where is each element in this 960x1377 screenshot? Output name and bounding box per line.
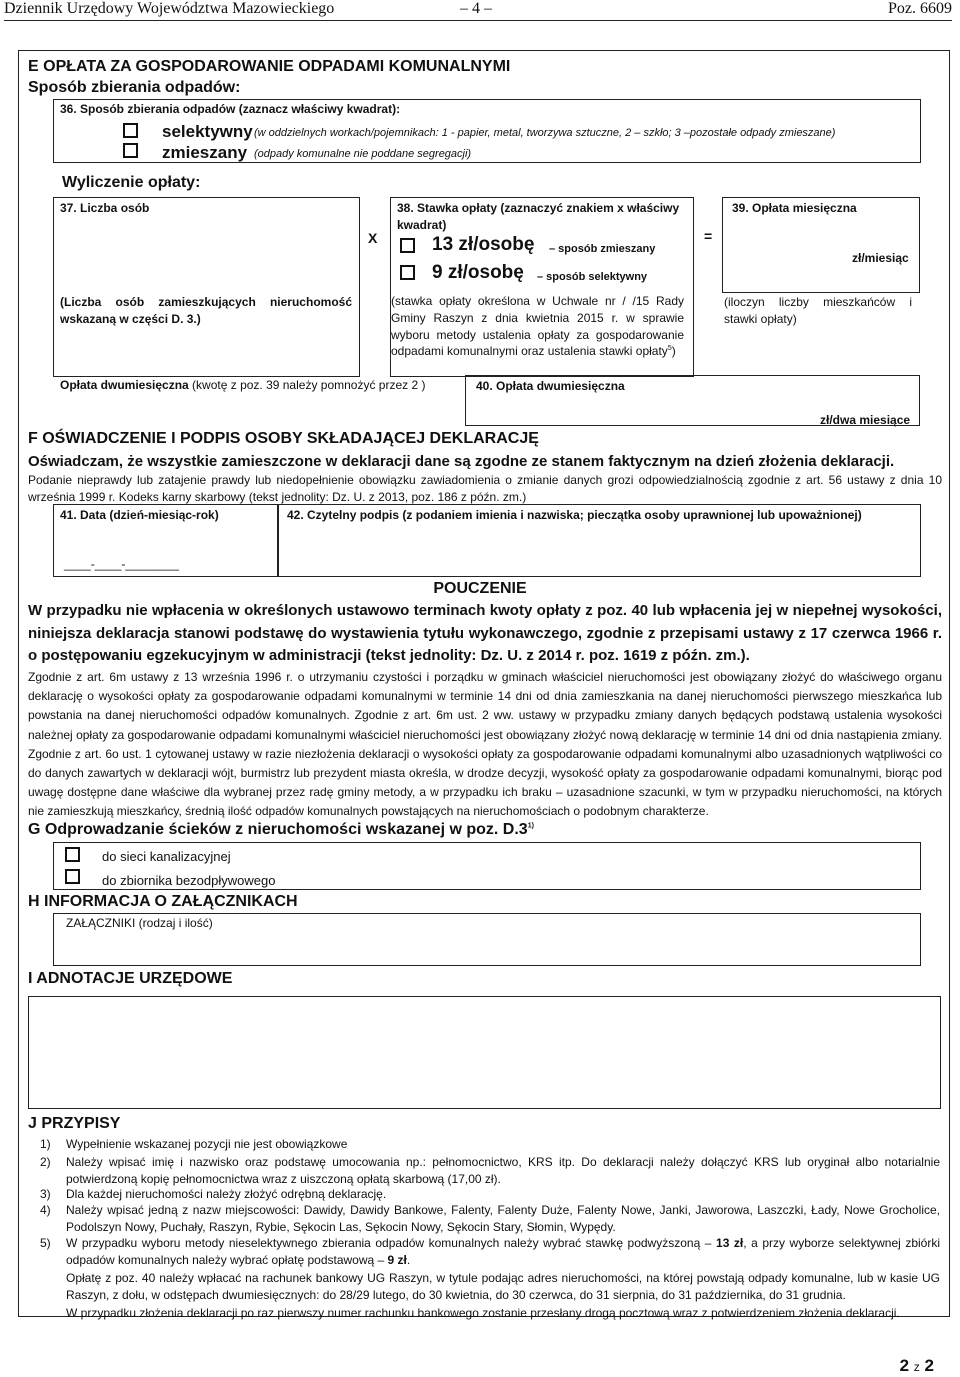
footer-page: 2: [899, 1356, 910, 1375]
rate-13-label: 13 zł/osobę: [432, 234, 535, 255]
checkbox-rate-9[interactable]: [400, 265, 415, 280]
section-f-warning: Podanie nieprawdy lub zatajenie prawdy lub niedopełnienie obowiązku zawiadomienia o zmianie danych grozi odpowiedzialnością zgodnie z art. 56 ustawy z dnia 10 września 1999 r. Kodeks karny skarbowy (tekst jednolity: Dz. U. z 2013, poz. 186 z późn. zm.): [28, 473, 942, 505]
field-39-label: 39. Opłata miesięczna: [732, 201, 857, 215]
note-text: Należy wpisać imię i nazwisko oraz podstawę umocowania np.: pełnomocnictwo, KRS itp. Do deklaracji należy dołączyć KRS lub oryginał albo notarialnie potwierdzoną kopię pełnomocnictwa wraz z uiszczoną opłatą skarbową (17,00 zł).: [66, 1155, 940, 1187]
section-h-title: H INFORMACJA O ZAŁĄCZNIKACH: [28, 893, 298, 910]
option-sewer-label: do sieci kanalizacyjnej: [102, 849, 231, 864]
page-number: – 4 –: [460, 0, 492, 17]
field-40-label: 40. Opłata dwumiesięczna: [476, 379, 625, 393]
official-notes-box: [28, 996, 941, 1109]
note-text: Dla każdej nieruchomości należy złożyć odrębną deklarację.: [66, 1187, 387, 1201]
note-number: 2): [40, 1155, 51, 1169]
note-number: 5): [40, 1236, 51, 1250]
footer-of: z: [913, 1360, 920, 1374]
section-i-title: I ADNOTACJE URZĘDOWE: [28, 970, 233, 987]
note-4: [40, 1202, 940, 1237]
note-number: 4): [40, 1203, 51, 1217]
field-36-label: 36. Sposób zbierania odpadów (zaznacz właściwy kwadrat):: [60, 102, 401, 116]
rate-9-label: 9 zł/osobę: [432, 262, 524, 283]
pouczenie-bold-text: W przypadku nie wpłacenia w określonych ustawowo terminach kwoty opłaty z poz. 40 lub wpłacenia jej w niepełnej wysokości, niniejsza deklaracja stanowi podstawę do wystawienia tytułu wykonawczego, zgodnie z przepisami ustawy z 17 czerwca 1966 r. o postępowaniu egzekucyjnym w administracji (tekst jednolity: Dz. U. z 2014 r. poz. 1619 z późn. zm.).: [28, 602, 942, 664]
journal-name: Dziennik Urzędowy Województwa Mazowieckiego: [4, 0, 335, 17]
note-number: 3): [40, 1187, 51, 1201]
field-42-label: 42. Czytelny podpis (z podaniem imienia i nazwiska; pieczątka osoby uprawnionej lub upoważnionej): [287, 508, 862, 522]
checkbox-tank[interactable]: [65, 869, 80, 884]
running-header: [4, 0, 952, 20]
note-5-payment-text: Opłatę z poz. 40 należy wpłacać na rachunek bankowy UG Raszyn, w tytule podając adres nieruchomości, na której powstają odpady komunalne, lub w kasie UG Raszyn, z dołu, w odstępach dwumiesięcznych: do 28/29 lutego, do 30 kwietnia, do 30 czerwca, do 31 sierpnia, do 31 października, do 31 grudnia.: [66, 1270, 940, 1303]
field-41-label: 41. Data (dzień-miesiąc-rok): [60, 508, 219, 522]
multiply-sign: X: [368, 230, 378, 246]
note-5-text: W przypadku wyboru metody nieselektywnego zbierania odpadów komunalnych należy wybrać stawkę podwyższoną – 13 zł, a przy wyborze selektywnej zbiórki odpadów komunalnych należy wybrać opłatę podstawową – 9 zł.: [66, 1236, 941, 1268]
checkbox-selektywny[interactable]: [123, 123, 138, 138]
rate-9-note: – sposób selektywny: [537, 271, 648, 283]
option-zmieszany-label: zmieszany: [162, 143, 248, 162]
field-40-unit: zł/dwa miesiące: [820, 413, 911, 427]
note-5: [40, 1235, 940, 1322]
header-rule: [4, 20, 952, 21]
date-blank: ____-____-________: [64, 557, 179, 571]
option-selektywny-desc: (w oddzielnych workach/pojemnikach: 1 - papier, metal, tworzywa sztuczne, 2 – szkło; 3 –pozostałe odpady zmieszane): [254, 127, 836, 139]
position-number: Poz. 6609: [888, 0, 952, 17]
section-f-statement: Oświadczam, że wszystkie zamieszczone w deklaracji dane są zgodne ze stanem faktycznym na dzień złożenia deklaracji.: [28, 453, 895, 470]
pouczenie-body: Zgodnie z art. 6m ustawy z 13 września 1996 r. o utrzymaniu czystości i porządku w gminach właściciel nieruchomości jest obowiązany złożyć do właściwego organu deklarację o wysokości opłaty za gospodarowanie odpadami komunalnymi w terminie 14 dni od dnia zamieszkania na danej nieruchomości pierwszego mieszkańca lub powstania na danej nieruchomości odpadów komunalnych. Zgodnie z art. 6m ust. 2 ww. ustawy w przypadku zmiany danych będących podstawą ustalenia wysokości należnej opłaty za gospodarowanie odpadami komunalnymi właściciel nieruchomości jest obowiązany złożyć nową deklarację w terminie 14 dni od dnia nastąpienia zmiany. Zgodnie z art. 6o ust. 1 cytowanej ustawy w razie niezłożenia deklaracji o wysokości opłaty za gospodarowanie odpadami komunalnymi albo uzasadnionych wątpliwości co do danych zawartych w deklaracji wójt, burmistrz lub prezydent miasta określa, w drodze decyzji, wysokość opłaty za gospodarowanie odpadami komunalnymi, biorąc pod uwagę dostępne dane właściwe dla wybranej przez radę gminy metody, a w przypadku ich braku – uzasadnione szacunki, w tym w przypadku nieruchomości, na których nie zamieszkują mieszkańcy, średnią ilość odpadów komunalnych powstających na nieruchomościach o podobnym charakterze.: [28, 670, 942, 819]
checkbox-zmieszany[interactable]: [123, 143, 138, 158]
section-g-title: G Odprowadzanie ścieków z nieruchomości wskazanej w poz. D.3$^{1)}$: [28, 821, 534, 838]
footer-total: 2: [924, 1356, 934, 1375]
option-zmieszany-desc: (odpady komunalne nie poddane segregacji): [254, 148, 472, 160]
note-text: Wypełnienie wskazanej pozycji nie jest obowiązkowe: [66, 1137, 348, 1151]
bimonthly-caption: Opłata dwumiesięczna (kwotę z poz. 39 należy pomnożyć przez 2 ): [60, 378, 426, 392]
field-38-note: (stawka opłaty określona w Uchwale nr / /15 Rady Gminy Raszyn z dnia kwietnia 2015 r. w sprawie wyboru metody ustalenia opłaty za gospodarowanie odpadami komunalnymi oraz ustalenia stawki opłaty$^5$): [391, 294, 684, 359]
section-f-title: F OŚWIADCZENIE I PODPIS OSOBY SKŁADAJĄCEJ DEKLARACJĘ: [28, 430, 539, 447]
note-text: Należy wpisać jedną z nazw miejscowości: Dawidy, Dawidy Bankowe, Falenty, Falenty Duże, Falenty Nowe, Janki, Jaworowa, Laszczki, Łady, Nowe Grocholice, Podolszyn Nowy, Puchały, Raszyn, Rybie, Sękocin Las, Sękocin Nowy, Sękocin Stary, Słomin, Wypędy.: [66, 1203, 940, 1235]
equals-sign: =: [704, 228, 713, 244]
option-tank-label: do zbiornika bezodpływowego: [102, 873, 276, 888]
section-e-subtitle: Sposób zbierania odpadów:: [28, 79, 241, 96]
field-37-box[interactable]: [53, 197, 360, 377]
attachments-label: ZAŁĄCZNIKI (rodzaj i ilość): [66, 916, 213, 930]
note-1: [40, 1136, 940, 1153]
note-number: 1): [40, 1137, 51, 1151]
page-footer: [900, 1356, 934, 1376]
rate-13-note: – sposób zmieszany: [549, 243, 656, 255]
field-38-label: 38. Stawka opłaty (zaznaczyć znakiem x właściwy kwadrat): [397, 201, 680, 233]
field-37-note: (Liczba osób zamieszkujących nieruchomość wskazaną w części D. 3.): [60, 295, 352, 327]
calculation-title: Wyliczenie opłaty:: [62, 174, 201, 191]
note-3: [40, 1186, 940, 1203]
checkbox-rate-13[interactable]: [400, 238, 415, 253]
note-5-account-text: W przypadku złożenia deklaracji po raz pierwszy numer rachunku bankowego zostanie przesłany drogą pocztową wraz z potwierdzeniem złożenia deklaracji.: [66, 1305, 900, 1320]
field-39-unit: zł/miesiąc: [852, 251, 909, 265]
checkbox-sewer[interactable]: [65, 847, 80, 862]
note-2: [40, 1154, 940, 1189]
section-j-title: J PRZYPISY: [28, 1115, 121, 1132]
field-39-note: (iloczyn liczby mieszkańców i stawki opłaty): [724, 295, 912, 327]
option-selektywny-label: selektywny: [162, 122, 253, 141]
field-37-label: 37. Liczba osób: [60, 201, 150, 215]
pouczenie-title: POUCZENIE: [433, 580, 527, 597]
section-e-title: E OPŁATA ZA GOSPODAROWANIE ODPADAMI KOMUNALNYMI: [28, 58, 511, 75]
